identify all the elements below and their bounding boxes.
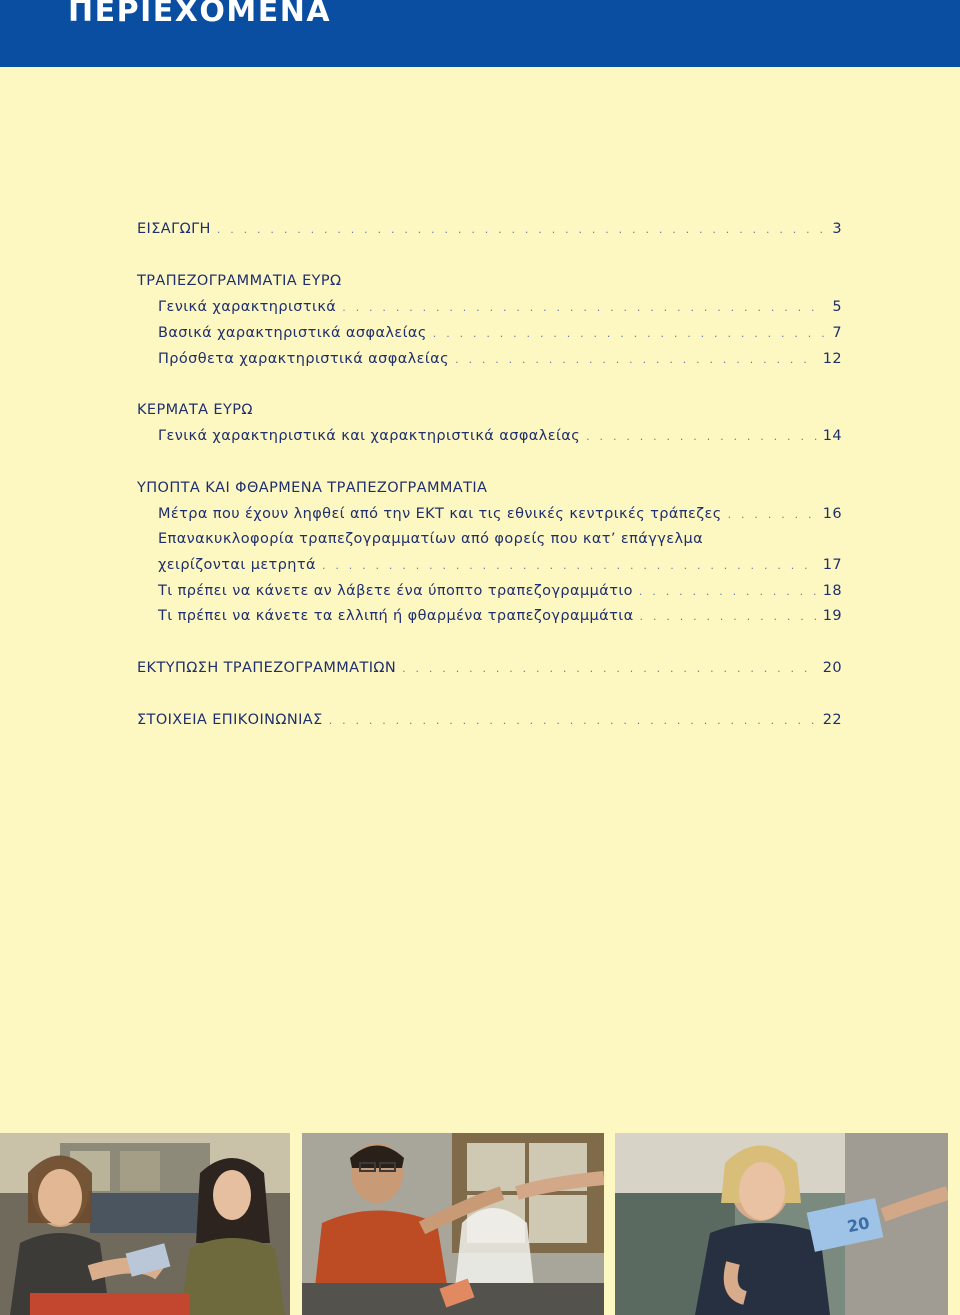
dot-leader	[640, 607, 817, 627]
toc-entry[interactable]	[158, 504, 842, 524]
toc-page-number: 7	[832, 325, 842, 341]
dot-leader	[402, 659, 817, 679]
toc-page-number: 5	[832, 299, 842, 315]
toc-page-number: 19	[822, 608, 842, 624]
section-heading-coins: ΚΕΡΜΑΤΑ ΕΥΡΩ	[137, 402, 253, 418]
toc-entry[interactable]	[158, 555, 842, 575]
toc-page-number: 18	[822, 583, 842, 599]
toc-entry-label: χειρίζονται μετρητά	[158, 557, 316, 573]
photo-shopkeeper-banknote	[302, 1133, 604, 1315]
toc-page-number: 12	[822, 351, 842, 367]
dot-leader	[728, 505, 817, 525]
toc-entry-intro[interactable]	[137, 219, 842, 239]
banknote-denomination: 20	[845, 1213, 872, 1237]
toc-page-number: 14	[822, 428, 842, 444]
page-title: ΠΕΡΙΕΧΟΜΕΝΑ	[68, 0, 332, 29]
toc-entry-label: Πρόσθετα χαρακτηριστικά ασφαλείας	[158, 351, 450, 367]
toc-entry[interactable]	[158, 297, 842, 317]
toc-entry-label: Βασικά χαρακτηριστικά ασφαλείας	[158, 325, 427, 341]
dot-leader	[342, 298, 824, 318]
toc-entry[interactable]	[158, 426, 842, 446]
dot-leader	[329, 711, 817, 731]
toc-page-number: 20	[822, 660, 842, 676]
toc-entry-label: ΕΚΤΥΠΩΣΗ ΤΡΑΠΕΖΟΓΡΑΜΜΑΤΙΩΝ	[137, 660, 397, 676]
toc-page-number: 22	[822, 712, 842, 728]
toc-entry-label: ΕΙΣΑΓΩΓΗ	[137, 221, 211, 237]
dot-leader	[322, 556, 817, 576]
dot-leader	[433, 324, 824, 344]
section-heading-banknotes: ΤΡΑΠΕΖΟΓΡΑΜΜΑΤΙΑ ΕΥΡΩ	[137, 273, 342, 289]
toc-page-number: 3	[832, 221, 842, 237]
toc-entry-label: Γενικά χαρακτηριστικά και χαρακτηριστικά ασφαλείας	[158, 428, 581, 444]
dot-leader	[455, 350, 817, 370]
toc-entry-label-line1: Επανακυκλοφορία τραπεζογραμματίων από φορείς που κατ’ επάγγελμα	[158, 531, 704, 547]
dot-leader	[217, 220, 824, 240]
toc-entry[interactable]	[158, 581, 842, 601]
dot-leader	[586, 427, 817, 447]
toc-entry-printing[interactable]	[137, 658, 842, 678]
toc-entry[interactable]	[158, 349, 842, 369]
toc-entry-label: Τι πρέπει να κάνετε αν λάβετε ένα ύποπτο τραπεζογραμμάτιο	[158, 583, 633, 599]
toc-entry[interactable]	[158, 606, 842, 626]
toc-entry-label: Μέτρα που έχουν ληφθεί από την ΕΚΤ και τις εθνικές κεντρικές τράπεζες	[158, 506, 722, 522]
toc-entry-label: ΣΤΟΙΧΕΙΑ ΕΠΙΚΟΙΝΩΝΙΑΣ	[137, 712, 323, 728]
toc-entry[interactable]	[158, 323, 842, 343]
toc-entry-contact[interactable]	[137, 710, 842, 730]
photo-strip	[0, 1133, 960, 1315]
photo-women-exchanging-banknote	[0, 1133, 290, 1315]
section-heading-suspect: ΥΠΟΠΤΑ ΚΑΙ ΦΘΑΡΜΕΝΑ ΤΡΑΠΕΖΟΓΡΑΜΜΑΤΙΑ	[137, 480, 488, 496]
toc-entry-label: Γενικά χαρακτηριστικά	[158, 299, 337, 315]
header-bar	[0, 0, 960, 67]
toc-page-number: 17	[822, 557, 842, 573]
toc-entry-label: Τι πρέπει να κάνετε τα ελλιπή ή φθαρμένα τραπεζογραμμάτια	[158, 608, 634, 624]
dot-leader	[639, 582, 817, 602]
photo-woman-20-euro-note	[615, 1133, 948, 1315]
toc-page-number: 16	[822, 506, 842, 522]
